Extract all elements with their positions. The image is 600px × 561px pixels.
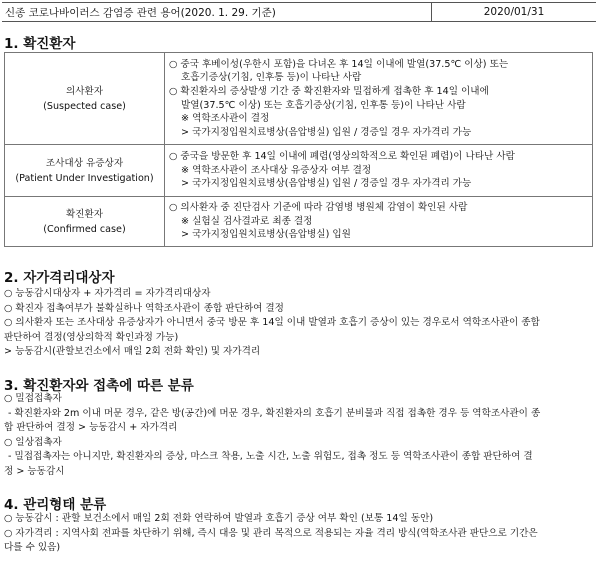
row-content-cell: [165, 197, 593, 247]
row-label-cell: [5, 145, 165, 197]
row-label-cell: [5, 197, 165, 247]
body-line: ○ 자가격리 : 지역사회 전파를 차단하기 위해, 즉시 대응 및 관리 목적으로 적용되는 자율 격리 방식(역학조사관 판단으로 기간은: [4, 527, 538, 539]
content-line: 발열(37.5℃ 이상) 또는 호흡기증상(기침, 인후통 등)이 나타난 사람: [181, 99, 466, 111]
row-name: 조사대상 유증상자: [45, 157, 124, 169]
row-label-cell: [5, 53, 165, 145]
document-header: [2, 2, 596, 22]
document-title: 신종 코로나바이러스 감염증 관련 용어(2020. 1. 29. 기준): [5, 6, 276, 19]
document-date: 2020/01/31: [431, 3, 596, 21]
body-line: ○ 일상접촉자: [4, 436, 62, 448]
content-line: ○ 의사환자 중 진단검사 기준에 따라 감염병 병원체 감염이 확인된 사람: [169, 202, 468, 214]
confirmed-case-table: [4, 52, 593, 247]
content-line: ○ 확진환자의 증상발생 기간 중 확진환자와 밀접하게 접촉한 후 14일 이내에: [169, 85, 489, 97]
row-content-cell: [165, 145, 593, 197]
section-2-body: [4, 287, 592, 360]
body-line: - 밀접접촉자는 아니지만, 확진환자의 증상, 마스크 착용, 노출 시간, 노출 위험도, 접촉 정도 등 역학조사관이 종합 판단하여 결: [8, 451, 533, 462]
row-name: 확진환자: [65, 208, 104, 220]
row-name-en: (Suspected case): [43, 100, 126, 112]
content-line: ※ 역학조사관이 결정: [181, 113, 270, 125]
row-name-en: (Patient Under Investigation): [15, 172, 154, 184]
row-name-en: (Confirmed case): [43, 223, 126, 235]
body-line: ○ 능동감시 : 관할 보건소에서 매일 2회 전화 연락하여 발열과 호흡기 증상 여부 확인 (보통 14일 동안): [4, 513, 434, 524]
content-line: ○ 중국 후베이성(우한시 포함)을 다녀온 후 14일 이내에 발열(37.5℃ 이상) 또는: [169, 58, 509, 70]
body-line: 판단하여 결정(영상의학적 확인과정 가능): [4, 331, 179, 343]
table-row: [5, 145, 593, 197]
section-4-title: 4. 관리형태 분류: [4, 497, 107, 513]
section-4-body: [4, 512, 592, 556]
row-content-cell: [165, 53, 593, 145]
section-3-body: [4, 392, 592, 479]
body-line: 정 > 능동감시: [4, 465, 65, 477]
body-line: > 능동감시(관할보건소에서 매일 2회 전화 확인) 및 자가격리: [4, 346, 261, 357]
section-2-title: 2. 자가격리대상자: [4, 270, 115, 286]
content-line: ○ 중국을 방문한 후 14일 이내에 폐렴(영상의학적으로 확인된 폐렴)이 나타난 사람: [169, 151, 515, 163]
body-line: ○ 밀접접촉자: [4, 393, 62, 404]
content-line: > 국가지정입원치료병상(음압병실) 입원 / 경증일 경우 자가격리 가능: [181, 126, 472, 138]
content-line: ※ 역학조사관이 조사대상 유증상자 여부 결정: [181, 164, 372, 176]
table-row: [5, 197, 593, 247]
body-line: 합 판단하여 결정 > 능동감시 + 자가격리: [4, 422, 178, 433]
content-line: 호흡기증상(기침, 인후통 등)이 나타난 사람: [181, 72, 362, 84]
body-line: ○ 확진자 접촉여부가 불확실하나 역학조사관이 종합 판단하여 결정: [4, 302, 284, 314]
content-line: ※ 실험실 검사결과로 최종 결정: [181, 215, 313, 227]
content-line: > 국가지정입원치료병상(음압병실) 입원: [181, 229, 351, 241]
body-line: 다를 수 있음): [4, 542, 61, 553]
table-row: [5, 53, 593, 145]
section-1-title: 1. 확진환자: [4, 36, 76, 52]
section-3-title: 3. 확진환자와 접촉에 따른 분류: [4, 378, 194, 394]
row-name: 의사환자: [65, 85, 104, 97]
body-line: ○ 능동감시대상자 + 자가격리 = 자가격리대상자: [4, 288, 211, 299]
body-line: - 확진환자와 2m 이내 머문 경우, 같은 방(공간)에 머문 경우, 확진환자의 호흡기 분비물과 직접 접촉한 경우 등 역학조사관이 종: [8, 407, 541, 419]
content-line: > 국가지정입원치료병상(음압병실) 입원 / 경증일 경우 자가격리 가능: [181, 178, 472, 190]
body-line: ○ 의사환자 또는 조사대상 유증상자가 아니면서 중국 방문 후 14일 이내 발열과 호흡기 증상이 있는 경우로서 역학조사관이 종합: [4, 317, 540, 328]
